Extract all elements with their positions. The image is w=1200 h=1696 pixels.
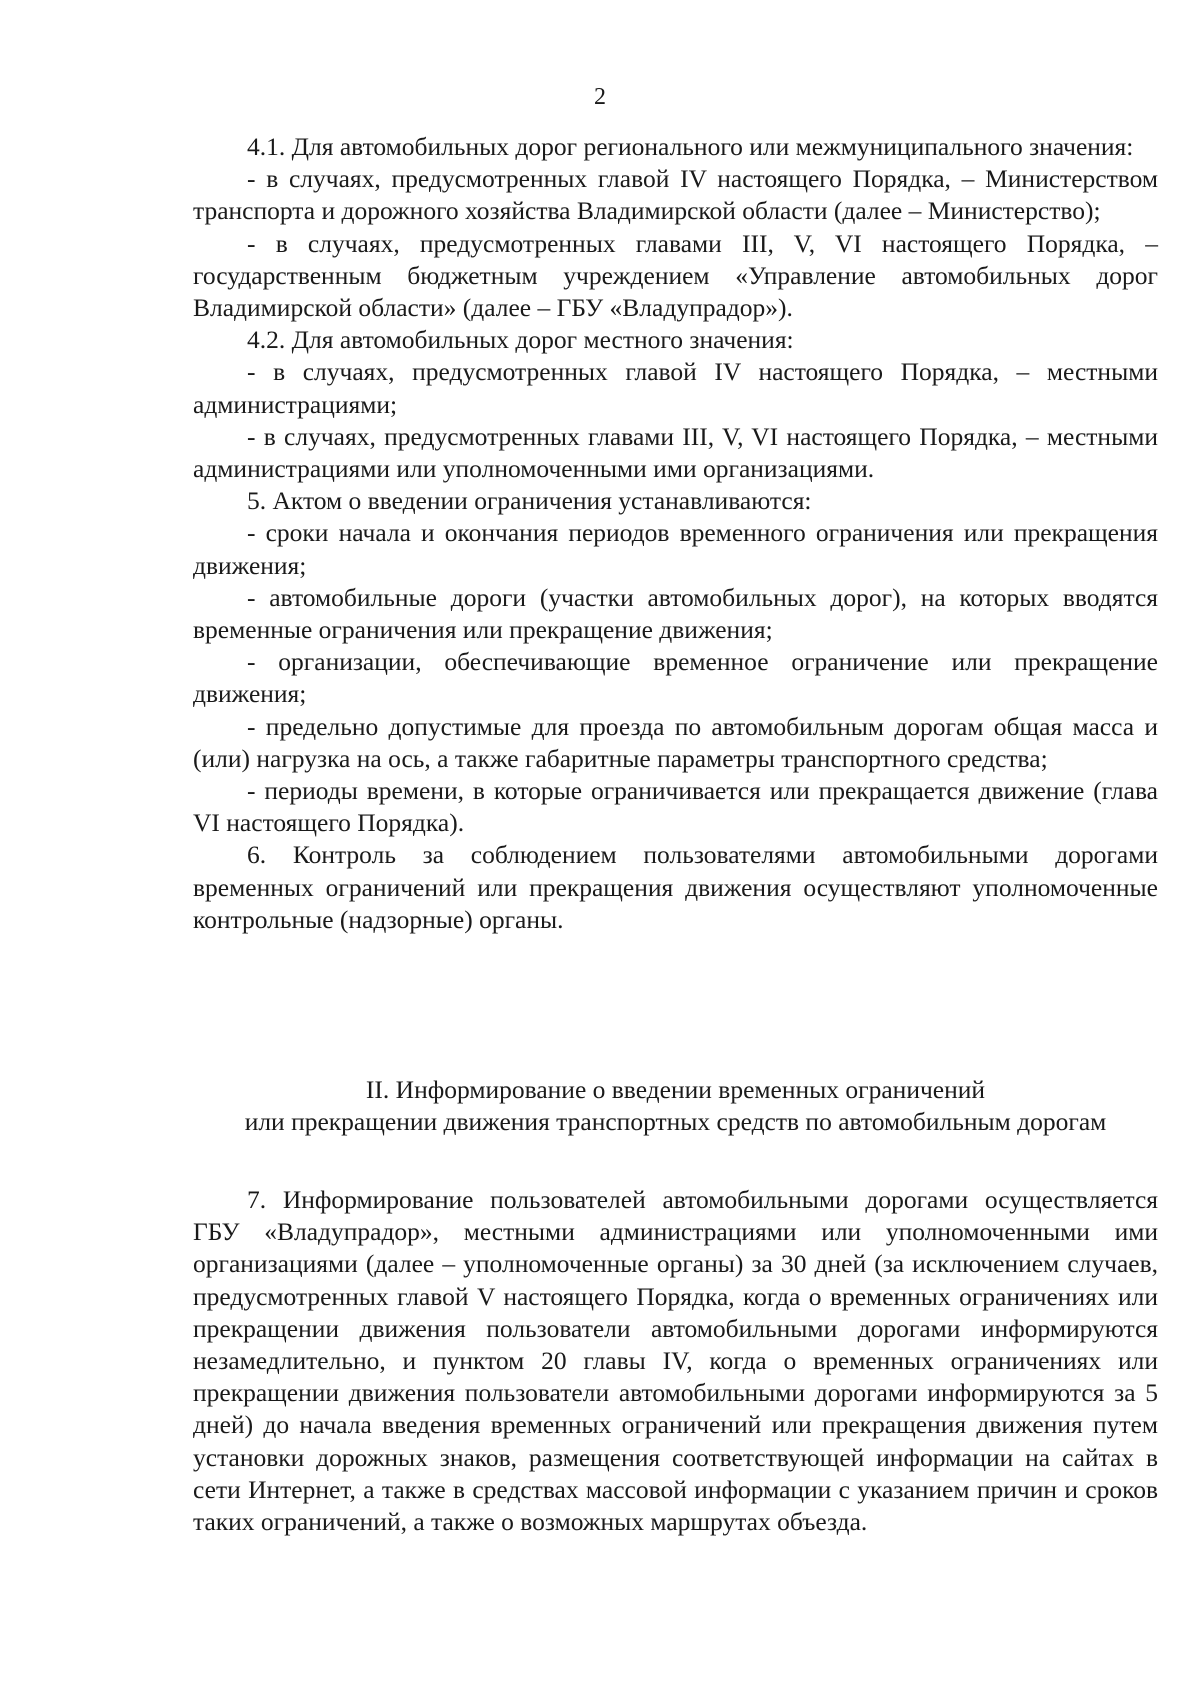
body-text-bottom [193, 1184, 1158, 1538]
paragraph-7: 7. Информирование пользователей автомобильными дорогами осуществляется ГБУ «Владупрадор», местными администрациями или уполномоченными ими организациями (далее – уполномоченные органы) за 30 дней (за исключением случаев, предусмотренных главой V настоящего Порядка, когда о временных ограничениях или прекращении движения пользователи автомобильными дорогами информируются незамедлительно, и пунктом 20 главы IV, когда о временных ограничениях или прекращении движения пользователи автомобильными дорогами информируются за 5 дней) до начала введения временных ограничений или прекращения движения путем установки дорожных знаков, размещения соответствующей информации на сайтах в сети Интернет, а также в средствах массовой информации с указанием причин и сроков таких ограничений, а также о возможных маршрутах объезда. [193, 1185, 1158, 1537]
list-item: - предельно допустимые для проезда по автомобильным дорогам общая масса и (или) нагрузка на ось, а также габаритные параметры транспортного средства; [193, 711, 1158, 773]
section-heading-line1: II. Информирование о введении временных ограничений [365, 1075, 986, 1104]
list-item: - в случаях, предусмотренных главами III, V, VI настоящего Порядка, – местными администрациями или уполномоченными ими организациями. [193, 421, 1158, 484]
paragraph-4-1: 4.1. Для автомобильных дорог регионального или межмуниципального значения: [247, 132, 1134, 161]
paragraph-4-2: 4.2. Для автомобильных дорог местного значения: [247, 325, 794, 355]
section-heading-line2: или прекращении движения транспортных средств по автомобильным дорогам [244, 1107, 1107, 1137]
paragraph-6: 6. Контроль за соблюдением пользователями автомобильными дорогами временных ограничений или прекращения движения осуществляют уполномоченные контрольные (надзорные) органы. [193, 840, 1158, 934]
page-number: 2 [594, 84, 606, 110]
list-item: - периоды времени, в которые ограничивается или прекращается движение (глава VI настоящего Порядка). [193, 776, 1158, 838]
section-heading [193, 1074, 1158, 1138]
list-item: - автомобильные дороги (участки автомобильных дорог), на которых вводятся временные ограничения или прекращение движения; [193, 582, 1158, 645]
list-item: - в случаях, предусмотренных главой IV настоящего Порядка, – местными администрациями; [193, 357, 1158, 419]
list-item: - в случаях, предусмотренных главой IV настоящего Порядка, – Министерством транспорта и дорожного хозяйства Владимирской области (далее – Министерство); [193, 164, 1158, 226]
body-text-top [193, 131, 1158, 936]
list-item: - сроки начала и окончания периодов временного ограничения или прекращения движения; [193, 518, 1158, 580]
paragraph-5: 5. Актом о введении ограничения устанавливаются: [247, 486, 812, 516]
list-item: - в случаях, предусмотренных главами III, V, VI настоящего Порядка, – государственным бюджетным учреждением «Управление автомобильных дорог Владимирской области» (далее – ГБУ «Владупрадор»). [193, 228, 1158, 323]
list-item: - организации, обеспечивающие временное ограничение или прекращение движения; [193, 647, 1158, 709]
